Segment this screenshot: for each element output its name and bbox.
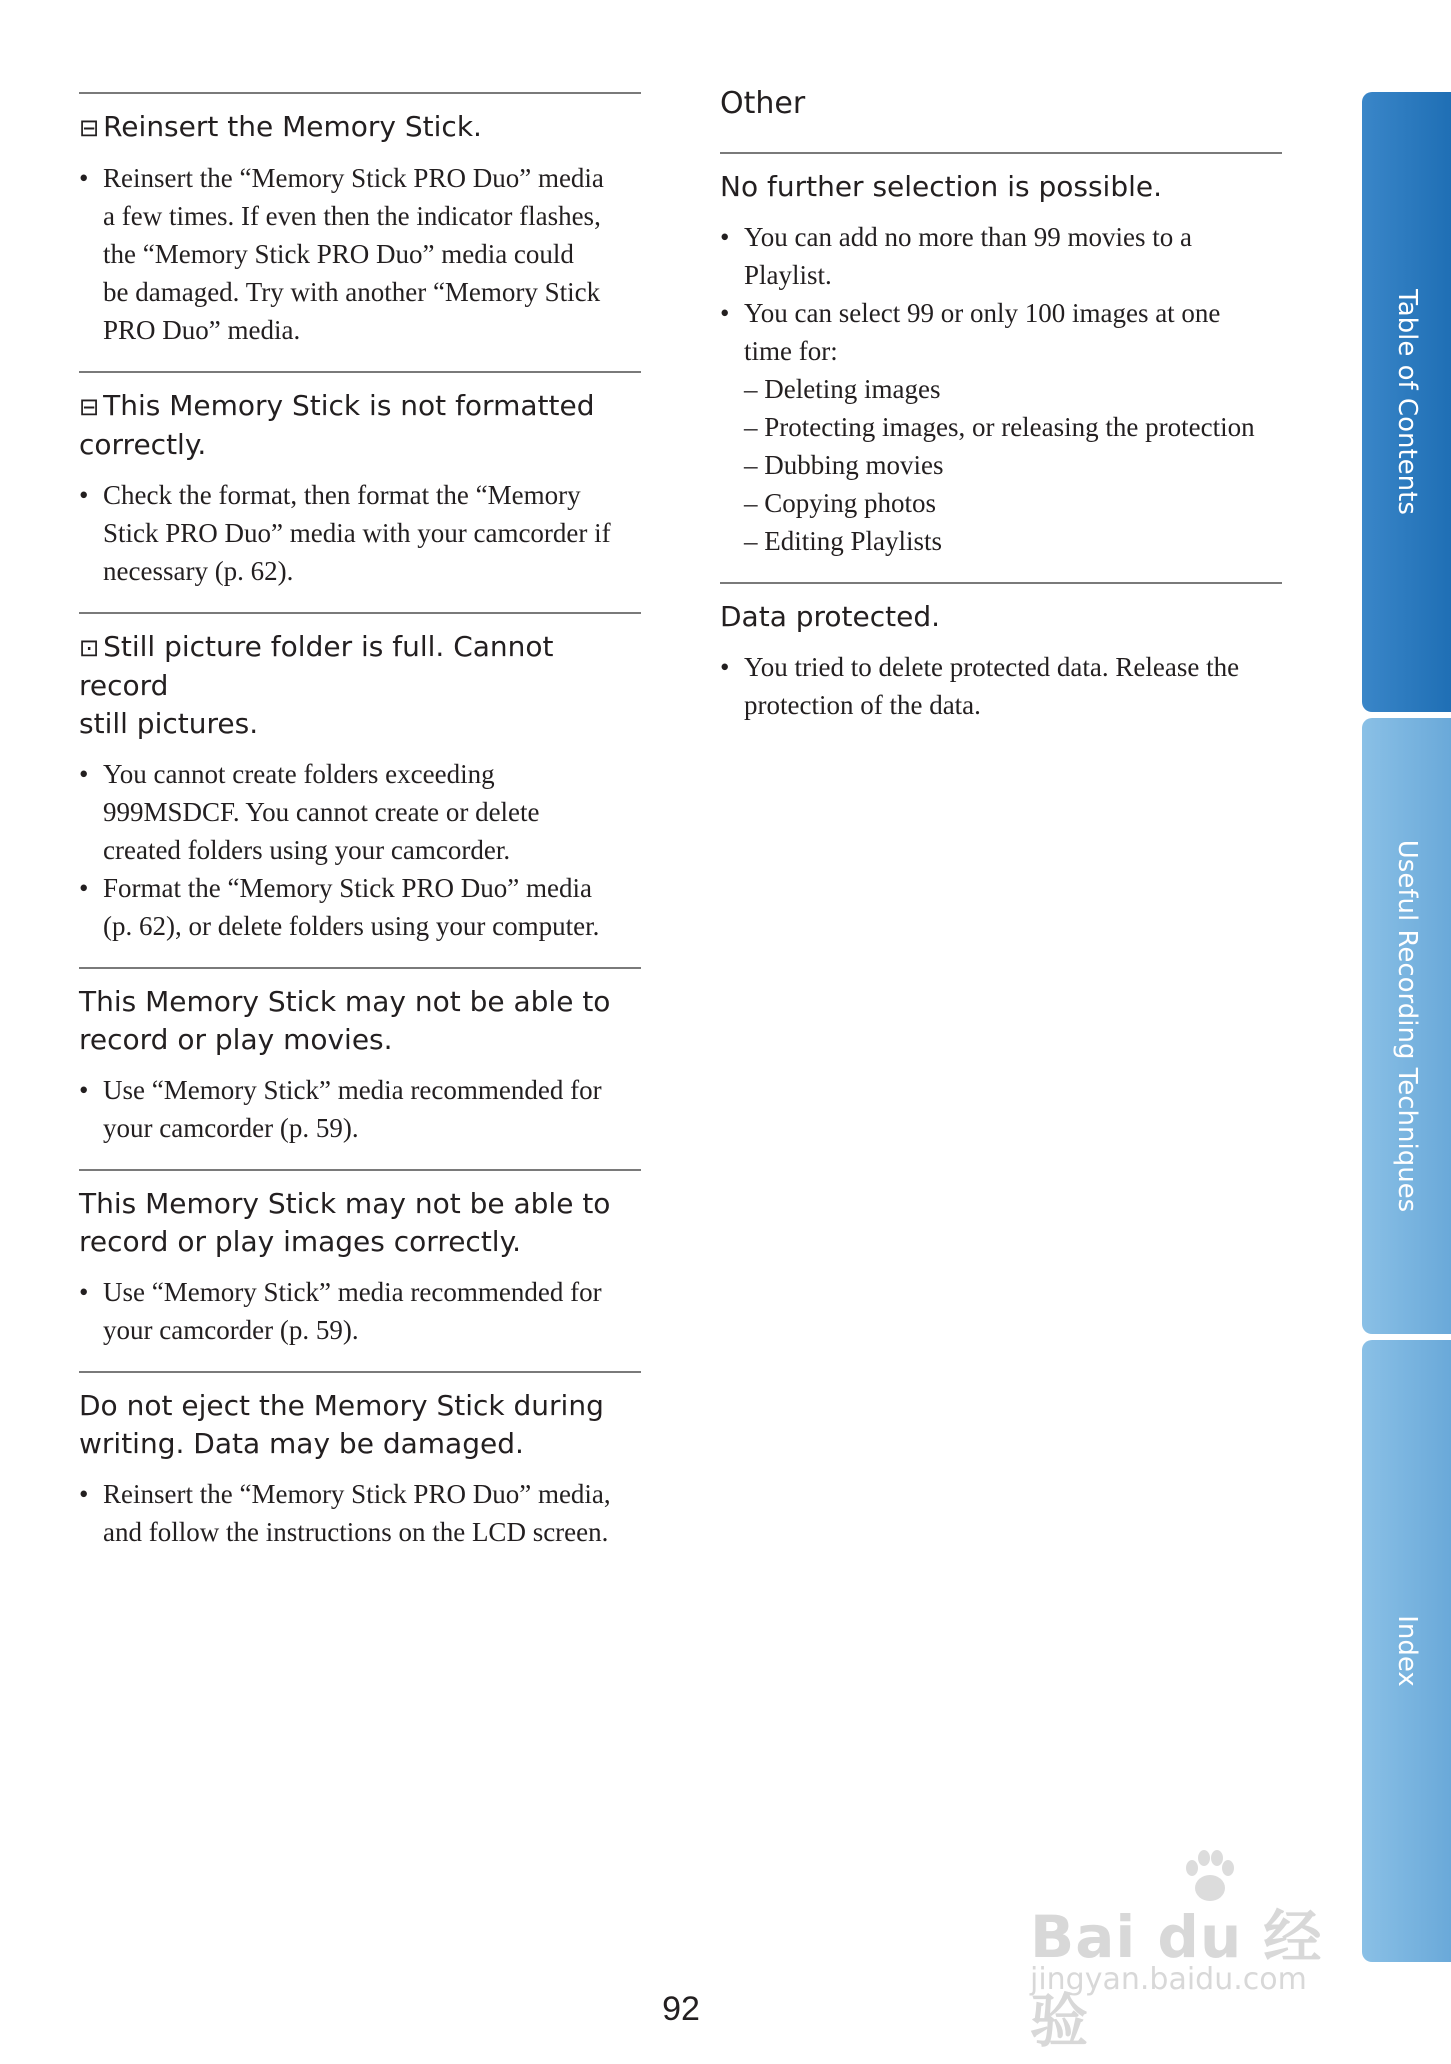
list-item: • Format the “Memory Stick PRO Duo” media (p. 62), or delete folders using your computer.: [79, 869, 641, 945]
section-title: Other: [720, 86, 806, 121]
tab-label: Index: [1391, 1615, 1422, 1687]
message-section: [79, 967, 641, 1147]
tab-label: Table of Contents: [1391, 289, 1422, 515]
list-item: • Check the format, then format the “Memory Stick PRO Duo” media with your camcorder if necessary (p. 62).: [79, 476, 641, 590]
list-item: • You cannot create folders exceeding 999MSDCF. You cannot create or delete created folders using your camcorder.: [79, 755, 641, 869]
message-heading: Do not eject the Memory Stick during writing. Data may be damaged.: [79, 1389, 604, 1460]
message-heading: Data protected.: [720, 600, 941, 633]
message-heading: This Memory Stick may not be able to record or play images correctly.: [79, 1187, 611, 1258]
tab-useful-recording-techniques[interactable]: [1362, 718, 1451, 1334]
message-section: [79, 1371, 641, 1551]
message-section: [79, 1169, 641, 1349]
bullet-list: [79, 476, 641, 590]
bullet-list: [79, 1475, 641, 1551]
still-picture-folder-icon: ⊡: [79, 634, 100, 662]
list-item: – Copying photos: [744, 488, 937, 518]
message-section: [79, 612, 641, 945]
list-item: – Deleting images: [744, 374, 941, 404]
message-section: [79, 371, 641, 590]
bullet-list: [79, 1273, 641, 1349]
tab-table-of-contents[interactable]: [1362, 92, 1451, 712]
list-item: • You can select 99 or only 100 images at one time for:: [720, 294, 1282, 370]
bullet-list: [720, 648, 1282, 724]
memory-stick-icon: ⊟: [79, 114, 100, 142]
bullet-list: [79, 755, 641, 945]
watermark: [1030, 1850, 1360, 2055]
side-tabs: [1362, 92, 1451, 1962]
message-section: [720, 152, 1282, 560]
message-heading: ⊟ This Memory Stick is not formatted correctly.: [79, 389, 595, 461]
list-item: • Reinsert the “Memory Stick PRO Duo” media a few times. If even then the indicator flashes, the “Memory Stick PRO Duo” media could be damaged. Try with another “Memory Stick PRO Duo” media.: [79, 159, 641, 349]
memory-stick-icon: ⊟: [79, 393, 100, 421]
list-item: • You tried to delete protected data. Release the protection of the data.: [720, 648, 1282, 724]
bullet-list: [79, 1071, 641, 1147]
message-heading: ⊡ Still picture folder is full. Cannot record still pictures.: [79, 630, 554, 740]
message-heading: This Memory Stick may not be able to record or play movies.: [79, 985, 611, 1056]
list-item: • Reinsert the “Memory Stick PRO Duo” media, and follow the instructions on the LCD screen.: [79, 1475, 641, 1551]
message-heading: ⊟ Reinsert the Memory Stick.: [79, 108, 641, 147]
message-section: [720, 582, 1282, 724]
list-item: • Use “Memory Stick” media recommended for your camcorder (p. 59).: [79, 1273, 641, 1349]
bullet-list: [79, 159, 641, 349]
watermark-brand: Bai du 经验: [1030, 1903, 1323, 2055]
tab-index[interactable]: [1362, 1340, 1451, 1962]
list-item: – Dubbing movies: [744, 450, 944, 480]
list-item: – Editing Playlists: [744, 526, 943, 556]
message-heading: No further selection is possible.: [720, 170, 1163, 203]
page-number: 92: [662, 1990, 700, 2028]
tab-label: Useful Recording Techniques: [1391, 839, 1422, 1213]
list-item: • Use “Memory Stick” media recommended for your camcorder (p. 59).: [79, 1071, 641, 1147]
message-section: [79, 92, 641, 349]
bullet-list: [720, 218, 1282, 560]
list-item: • You can add no more than 99 movies to a Playlist.: [720, 218, 1282, 294]
watermark-url: jingyan.baidu.com: [1030, 1962, 1307, 1997]
list-item: – Protecting images, or releasing the protection: [744, 412, 1255, 442]
